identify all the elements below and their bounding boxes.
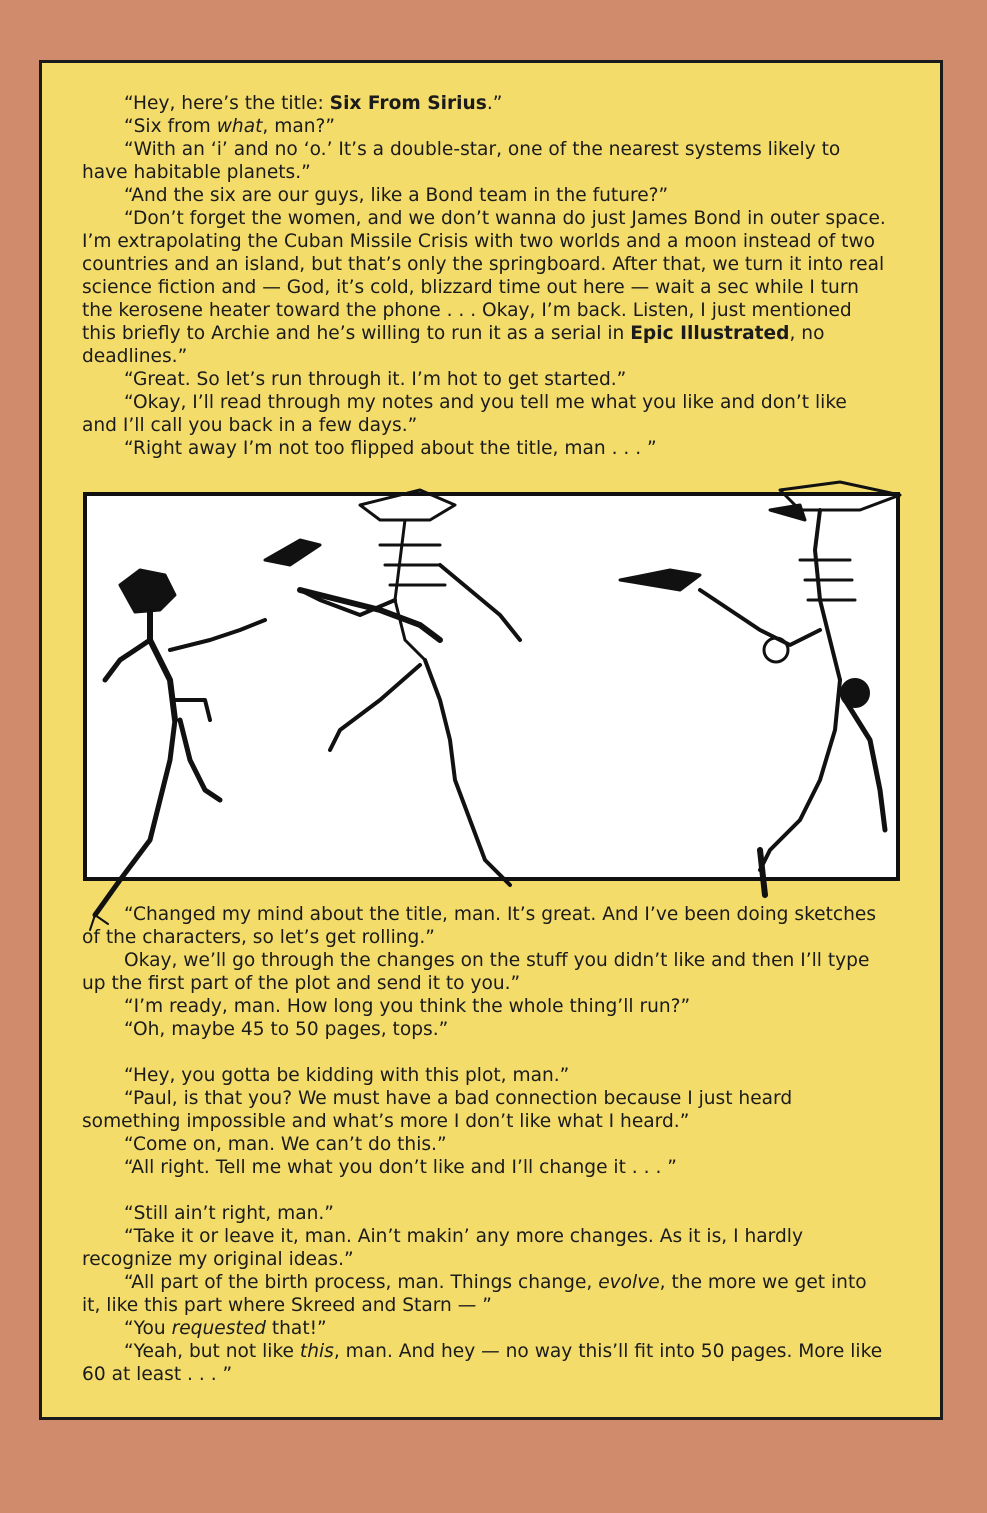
paragraph: “Hey, here’s the title: Six From Sirius.” xyxy=(124,93,503,114)
illustration-panel xyxy=(83,492,900,881)
paragraph: “Great. So let’s run through it. I’m hot to get started.” xyxy=(124,369,627,390)
paragraph: “Okay, I’ll read through my notes and you tell me what you like and don’t like and I’ll call you back in a few days.” xyxy=(82,392,847,436)
text-block-bottom xyxy=(82,903,887,1386)
paragraph: “I’m ready, man. How long you think the whole thing’ll run?” xyxy=(124,996,691,1017)
paragraph: “You requested that!” xyxy=(124,1318,327,1339)
paragraph: “Come on, man. We can’t do this.” xyxy=(124,1134,447,1155)
story-title: Six From Sirius xyxy=(329,93,487,114)
paragraph: “All right. Tell me what you don’t like and I’ll change it . . . ” xyxy=(124,1157,677,1178)
paragraph: “Still ain’t right, man.” xyxy=(124,1203,334,1224)
paragraph: “Hey, you gotta be kidding with this plot, man.” xyxy=(124,1065,570,1086)
paragraph: “And the six are our guys, like a Bond team in the future?” xyxy=(124,185,669,206)
paragraph: “Don’t forget the women, and we don’t wanna do just James Bond in outer space. I’m extrapolating the Cuban Missile Crisis with two worlds and a moon instead of two countries and an island, but that’s only the springboard. After that, we turn it into real science fiction and — God, it’s cold, blizzard time out here — wait a sec while I turn the kerosene heater toward the phone . . . Okay, I’m back. Listen, I just mentioned this briefly to Archie and he’s willing to run it as a serial in Epic Illustrated, no deadlines.” xyxy=(82,208,886,367)
paragraph: “With an ‘i’ and no ‘o.’ It’s a double-star, one of the nearest systems likely to have habitable planets.” xyxy=(82,139,841,183)
paragraph: “Changed my mind about the title, man. It’s great. And I’ve been doing sketches of the characters, so let’s get rolling.” xyxy=(82,904,877,948)
paragraph: “Paul, is that you? We must have a bad connection because I just heard something impossible and what’s more I don’t like what I heard.” xyxy=(82,1088,793,1132)
paragraph: “Right away I’m not too flipped about the title, man . . . ” xyxy=(124,438,657,459)
paragraph: “Yeah, but not like this, man. And hey — no way this’ll fit into 50 pages. More like 60 at least . . . ” xyxy=(82,1341,883,1385)
paragraph: “Oh, maybe 45 to 50 pages, tops.” xyxy=(124,1019,449,1040)
magazine-name: Epic Illustrated xyxy=(630,323,790,344)
paragraph: “Take it or leave it, man. Ain’t makin’ any more changes. As it is, I hardly recognize my original ideas.” xyxy=(82,1226,803,1270)
text-block-top xyxy=(82,92,887,460)
paragraph: Okay, we’ll go through the changes on the stuff you didn’t like and then I’ll type up the first part of the plot and send it to you.” xyxy=(82,950,870,994)
paragraph: “All part of the birth process, man. Things change, evolve, the more we get into it, like this part where Skreed and Starn — ” xyxy=(82,1272,867,1316)
paragraph: “Six from what, man?” xyxy=(124,116,336,137)
